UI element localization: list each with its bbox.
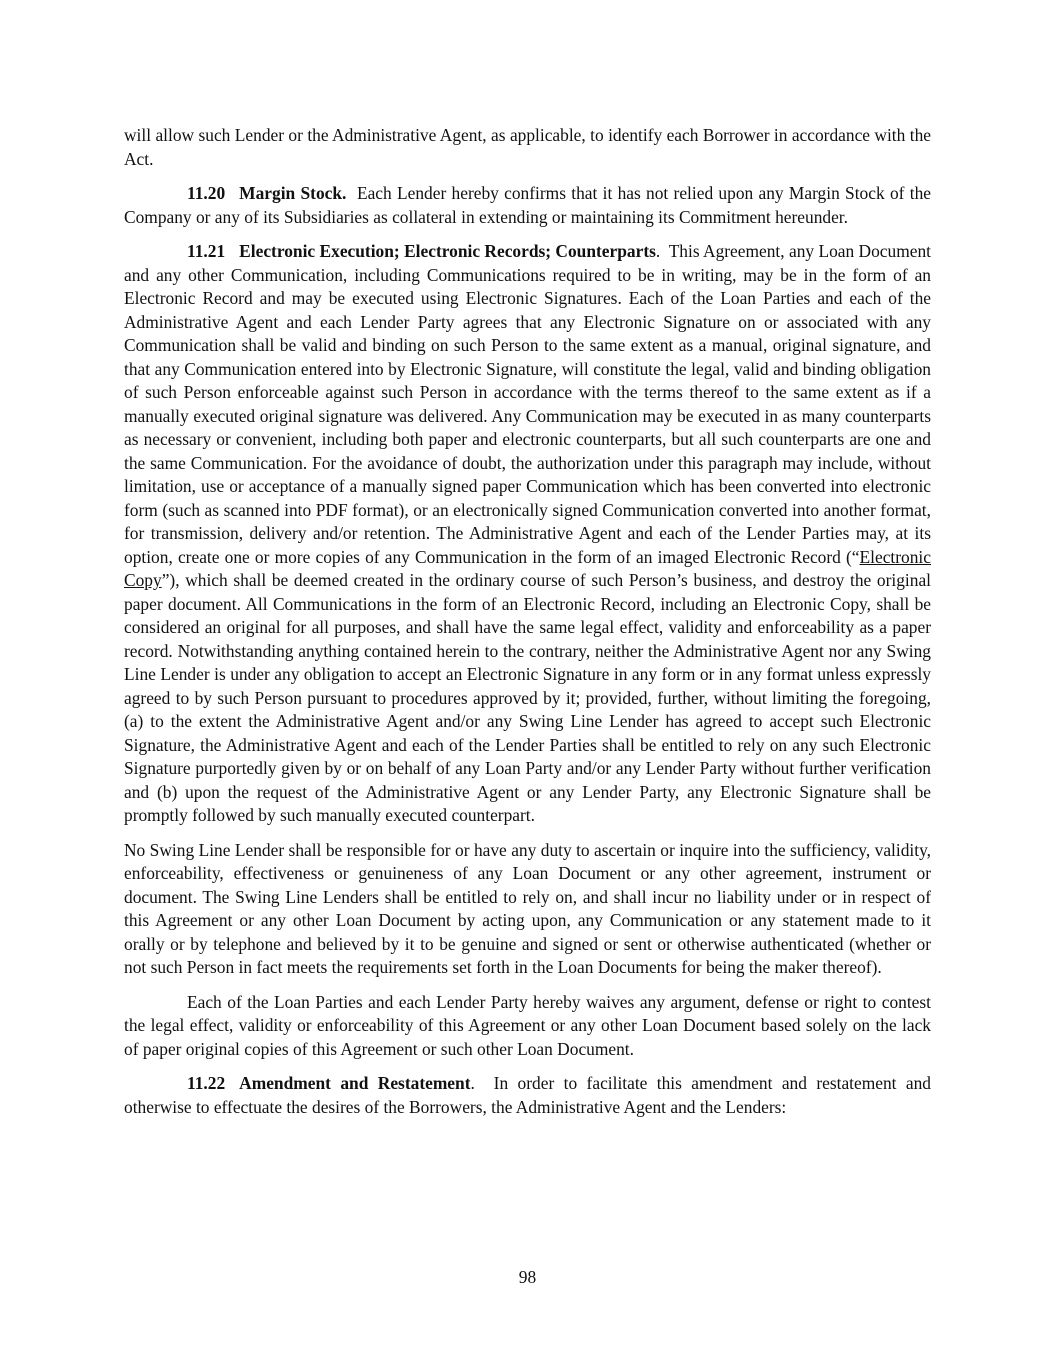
swing-line-text: No Swing Line Lender shall be responsible for or have any duty to ascertain or inquire into the sufficiency, validity, enforceability, effectiveness or genuineness of any Loan Document or any other agreement, instrument or document. The Swing Line Lenders shall be entitled to rely on, and shall incur no liability under or in respect of this Agreement or any other Loan Document by acting upon, any Communication or any statement made to it orally or by telephone and believed by it to be genuine and signed or sent or otherwise authenticated (whether or not such Person in fact meets the requirements set forth in the Loan Documents for being the maker thereof). (124, 839, 931, 977)
section-11-20 (124, 182, 931, 229)
section-body-part2: ”), which shall be deemed created in the ordinary course of such Person’s business, and destroy the original paper document. All Communications in the form of an Electronic Record, including an Electronic Copy, shall be considered an original for all purposes, and shall have the same legal effect, validity and enforceability as a paper record. Notwithstanding anything contained herein to the contrary, neither the Administrative Agent nor any Swing Line Lender is under any obligation to accept an Electronic Signature in any form or in any format unless expressly agreed to by such Person pursuant to procedures approved by it; provided, further, without limiting the foregoing, (a) to the extent the Administrative Agent and/or any Swing Line Lender has agreed to accept such Electronic Signature, the Administrative Agent and each of the Lender Parties shall be entitled to rely on any such Electronic Signature purportedly given by or on behalf of any Loan Party and/or any Lender Party without further verification and (b) upon the request of the Administrative Agent or any Lender Party, any Electronic Signature shall be promptly followed by such manually executed counterpart. (124, 570, 931, 825)
section-title: Margin Stock. (239, 183, 347, 203)
defined-term-electronic-copy: Electronic Copy (124, 546, 931, 590)
section-title: Electronic Execution; Electronic Records; Counterparts (239, 241, 656, 261)
waiver-paragraph (124, 991, 931, 1062)
section-number: 11.21 (187, 241, 226, 261)
continuation-paragraph (124, 124, 931, 171)
section-body: In order to facilitate this amendment and restatement and otherwise to effectuate the desires of the Borrowers, the Administrative Agent and the Lenders: (124, 1073, 931, 1117)
section-body: Each Lender hereby confirms that it has not relied upon any Margin Stock of the Company or any of its Subsidiaries as collateral in extending or maintaining its Commitment hereunder. (124, 183, 931, 227)
waiver-text: Each of the Loan Parties and each Lender Party hereby waives any argument, defense or right to contest the legal effect, validity or enforceability of this Agreement or any other Loan Document based solely on the lack of paper original copies of this Agreement or such other Loan Document. (124, 991, 931, 1059)
section-number: 11.22 (187, 1073, 226, 1093)
swing-line-paragraph (124, 839, 931, 980)
section-title: Amendment and Restatement (239, 1073, 471, 1093)
continuation-text: will allow such Lender or the Administrative Agent, as applicable, to identify each Borrower in accordance with the Act. (124, 125, 931, 169)
section-11-21 (124, 240, 931, 828)
section-title-punct: . (655, 241, 661, 261)
section-title-punct: . (470, 1073, 475, 1093)
section-body-part1: This Agreement, any Loan Document and any other Communication, including Communications required to be in writing, may be in the form of an Electronic Record and may be executed using Electronic Signatures. Each of the Loan Parties and each of the Administrative Agent and each Lender Party agrees that any Electronic Signature on or associated with any Communication shall be valid and binding on such Person to the same extent as a manual, original signature, and that any Communication entered into by Electronic Signature, will constitute the legal, valid and binding obligation of such Person enforceable against such Person in accordance with the terms thereof to the same extent as if a manually executed original signature was delivered. Any Communication may be executed in as many counterparts as necessary or convenient, including both paper and electronic counterparts, but all such counterparts are one and the same Communication. For the avoidance of doubt, the authorization under this paragraph may include, without limitation, use or acceptance of a manually signed paper Communication which has been converted into electronic form (such as scanned into PDF format), or an electronically signed Communication converted into another format, for transmission, delivery and/or retention. The Administrative Agent and each of the Lender Parties may, at its option, create one or more copies of any Communication in the form of an imaged Electronic Record (“ (124, 241, 931, 567)
page-number: 98 (518, 1267, 537, 1287)
document-page (124, 124, 931, 1130)
section-11-22 (124, 1072, 931, 1119)
section-number: 11.20 (187, 183, 226, 203)
